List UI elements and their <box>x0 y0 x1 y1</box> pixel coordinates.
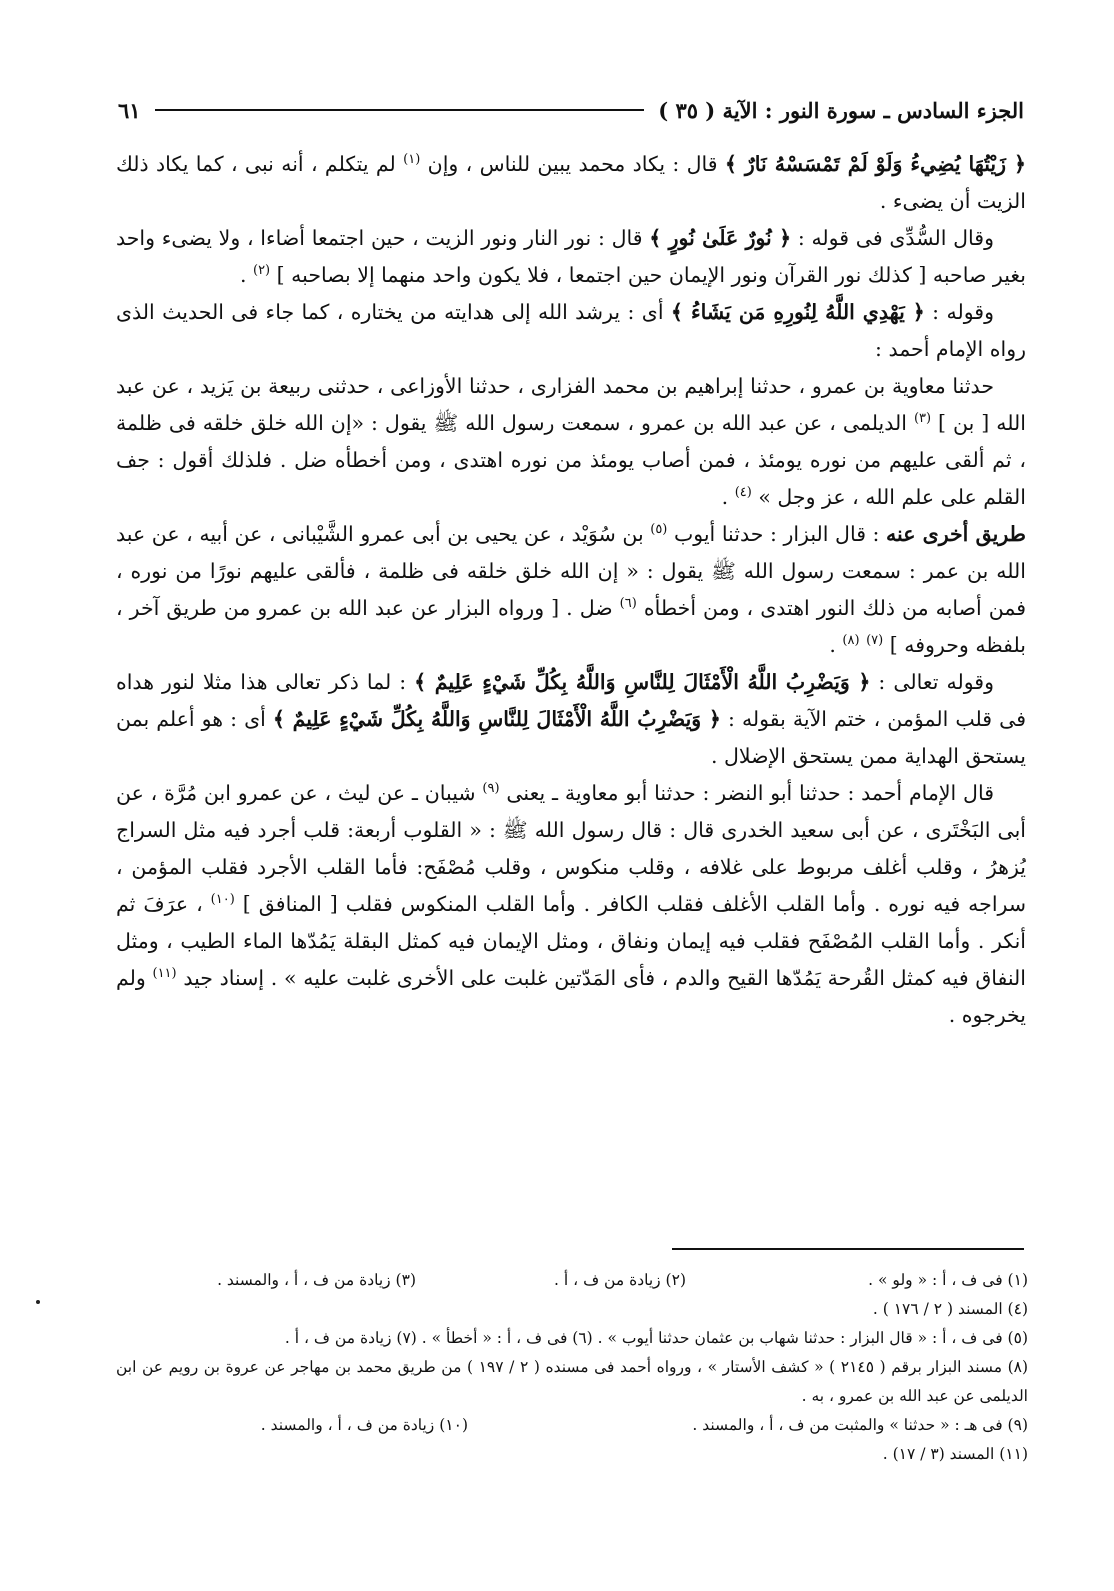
footnote-row <box>116 1266 1028 1295</box>
footnote-separator <box>672 1248 1024 1250</box>
footnote-ref-2: (٢) <box>252 263 271 279</box>
text-span: وقوله : <box>924 300 994 324</box>
text-span: ضل . [ ورواه البزار عن عبد الله بن عمرو من طريق آخر ، بلفظه وحروفه ] <box>116 596 1026 657</box>
text-span: وقوله تعالى : <box>870 670 995 694</box>
footnote-6: (٦) فى ف ، أ : « أخطأ » . <box>421 1329 593 1347</box>
text-span: قال : نور النار ونور الزيت ، حين اجتمعا أضاءا ، ولا يضىء واحد بغير صاحبه [ كذلك نور القرآن ونور الإيمان حين اجتمعا ، فلا يكون واحد منهما إلا بصاحبه ] <box>116 226 1026 287</box>
paragraph-3 <box>116 294 1026 368</box>
footnote-ref-4: (٤) <box>734 485 752 501</box>
quran-verse: ﴿ وَيَضْرِبُ اللَّهُ الْأَمْثَالَ لِلنَّاسِ وَاللَّهُ بِكُلِّ شَيْءٍ عَلِيمٌ ﴾ <box>272 707 721 731</box>
text-span: لم يتكلم ، أنه نبى ، كما يكاد ذلك الزيت أن يضىء . <box>116 152 1026 213</box>
footnote-2: (٢) زيادة من ف ، أ . <box>554 1271 686 1289</box>
quran-verse: ﴿ يَهْدِي اللَّهُ لِنُورِهِ مَن يَشَاءُ ﴾ <box>670 300 925 324</box>
footnote-ref-10: (١٠) <box>210 892 235 908</box>
footnote-9: (٩) فى هـ : « حدثنا » والمثبت من ف ، أ ، والمسند . <box>692 1416 1028 1434</box>
footnote-row <box>116 1295 1028 1324</box>
text-span: شيبان ـ عن ليث ، عن عمرو ابن مُرَّة ، عن أبى البَخْتَرى ، عن أبى سعيد الخدرى قال : قال رسول الله ﷺ : « القلوب أربعة: قلب أجرد فيه مثل السراج يُزهرُ ، وقلب أغلف مربوط على غلافه ، وقلب منكوس ، وقلب مُصْفَح: فأما القلب الأجرد فقلب المؤمن ، سراجه فيه نوره . وأما القلب الأغلف فقلب الكافر . وأما القلب المنكوس فقلب [ المنافق ] <box>116 781 1026 916</box>
text-span: . <box>829 633 843 657</box>
footnote-ref-7: (٧) <box>866 633 884 649</box>
footnote-1: (١) فى ف ، أ : « ولو » . <box>868 1271 1028 1289</box>
header-rule <box>155 109 645 111</box>
text-span: بن سُوَيْد ، عن يحيى بن أبى عمرو الشَّيْبانى ، عن أبيه ، عن عبد الله بن عمر : سمعت رسول الله ﷺ يقول : « إن الله خلق خلقه فى ظلمة ، فألقى عليهم نورًا من نوره ، فمن أصابه من ذلك النور اهتدى ، ومن أخطأه <box>116 522 1026 620</box>
paragraph-1 <box>116 146 1026 220</box>
footnote-row <box>116 1411 1028 1440</box>
text-span: حدثنا معاوية بن عمرو ، حدثنا إبراهيم بن محمد الفزارى ، حدثنا الأوزاعى ، حدثنى ربيعة بن يَزيد ، عن عبد الله [ بن ] <box>116 374 1026 435</box>
footnotes <box>116 1266 1028 1506</box>
paragraph-7 <box>116 775 1026 1034</box>
footnote-ref-1: (١) <box>403 152 421 168</box>
text-span: ولم يخرجوه . <box>116 966 1026 1027</box>
text-span: أى : يرشد الله إلى هدايته من يختاره ، كما جاء فى الحديث الذى رواه الإمام أحمد : <box>116 300 1026 361</box>
scan-speck <box>36 1300 40 1304</box>
footnote-row <box>116 1440 1028 1469</box>
paragraph-6 <box>116 664 1026 775</box>
text-span: . <box>239 263 253 287</box>
paragraph-5 <box>116 516 1026 664</box>
header-title: الجزء السادس ـ سورة النور : الآية ( ٣٥ ) <box>658 97 1024 123</box>
footnote-4: (٤) المسند ( ٢ / ١٧٦ ) . <box>872 1300 1028 1318</box>
footnote-ref-5: (٥) <box>650 522 668 538</box>
text-span: قال الإمام أحمد : حدثنا أبو النضر : حدثنا أبو معاوية ـ يعنى <box>499 781 994 805</box>
footnote-ref-9: (٩) <box>482 781 500 797</box>
running-header <box>118 94 1024 126</box>
text-span: أى : هو أعلم بمن يستحق الهداية ممن يستحق الإضلال . <box>116 707 1026 768</box>
quran-verse: ﴿ وَيَضْرِبُ اللَّهُ الْأَمْثَالَ لِلنَّاسِ وَاللَّهُ بِكُلِّ شَيْءٍ عَلِيمٌ ﴾ <box>414 670 871 694</box>
text-span: ، عرَفَ ثم أنكر . وأما القلب المُصْفَح فقلب فيه إيمان ونفاق ، ومثل الإيمان فيه كمثل البقلة يَمُدّها الماء الطيب ، ومثل النفاق فيه كمثل القُرحة يَمُدّها القيح والدم ، فأى المَدّتين غلبت على الأخرى غلبت عليه » . إسناد جيد <box>116 892 1026 990</box>
footnote-7: (٧) زيادة من ف ، أ . <box>284 1329 417 1347</box>
paragraph-2 <box>116 220 1026 294</box>
footnote-5: (٥) فى ف ، أ : « قال البزار : حدثنا شهاب بن عثمان حدثنا أيوب » . <box>597 1329 1028 1347</box>
text-span: : قال البزار : حدثنا أيوب <box>667 522 887 546</box>
footnote-8: (٨) مسند البزار برقم ( ٢١٤٥ ) « كشف الأستار » ، ورواه أحمد فى مسنده ( ٢ / ١٩٧ ) من طريق محمد بن مهاجر عن عروة بن رويم عن ابن الديلمى عن عبد الله بن عمرو ، به . <box>116 1358 1028 1405</box>
text-span: الديلمى ، عن عبد الله بن عمرو ، سمعت رسول الله ﷺ يقول : «إن الله خلق خلقه فى ظلمة ، ثم ألقى عليهم من نوره يومئذ ، فمن أصاب يومئذ من نوره اهتدى ، ومن أخطأه ضل . فلذلك أقول : جف القلم على علم الله ، عز وجل » <box>116 411 1026 509</box>
footnote-row <box>116 1324 1028 1353</box>
footnote-ref-3: (٣) <box>913 411 932 427</box>
footnote-ref-6: (٦) <box>619 596 637 612</box>
text-span: وقال السُّدِّى فى قوله : <box>791 226 994 250</box>
text-span: : لما ذكر تعالى هذا مثلا لنور هداه فى قلب المؤمن ، ختم الآية بقوله : <box>116 670 1026 731</box>
main-text <box>116 146 1026 1236</box>
footnote-10: (١٠) زيادة من ف ، أ ، والمسند . <box>260 1416 468 1434</box>
page-number: ٦١ <box>118 97 141 123</box>
footnote-3: (٣) زيادة من ف ، أ ، والمسند . <box>217 1271 416 1289</box>
quran-verse: ﴿ زَيْتُهَا يُضِيءُ وَلَوْ لَمْ تَمْسَسْهُ نَارٌ ﴾ <box>724 152 1026 176</box>
section-lead: طريق أخرى عنه <box>886 522 1026 546</box>
footnote-ref-11: (١١) <box>152 966 177 982</box>
quran-verse: ﴿ نُورٌ عَلَىٰ نُورٍ ﴾ <box>649 226 792 250</box>
text-span: قال : يكاد محمد يبين للناس ، وإن <box>420 152 725 176</box>
text-span: . <box>721 485 735 509</box>
paragraph-4 <box>116 368 1026 516</box>
footnote-ref-8: (٨) <box>842 633 860 649</box>
footnote-11: (١١) المسند (٣ / ١٧) . <box>882 1445 1028 1463</box>
